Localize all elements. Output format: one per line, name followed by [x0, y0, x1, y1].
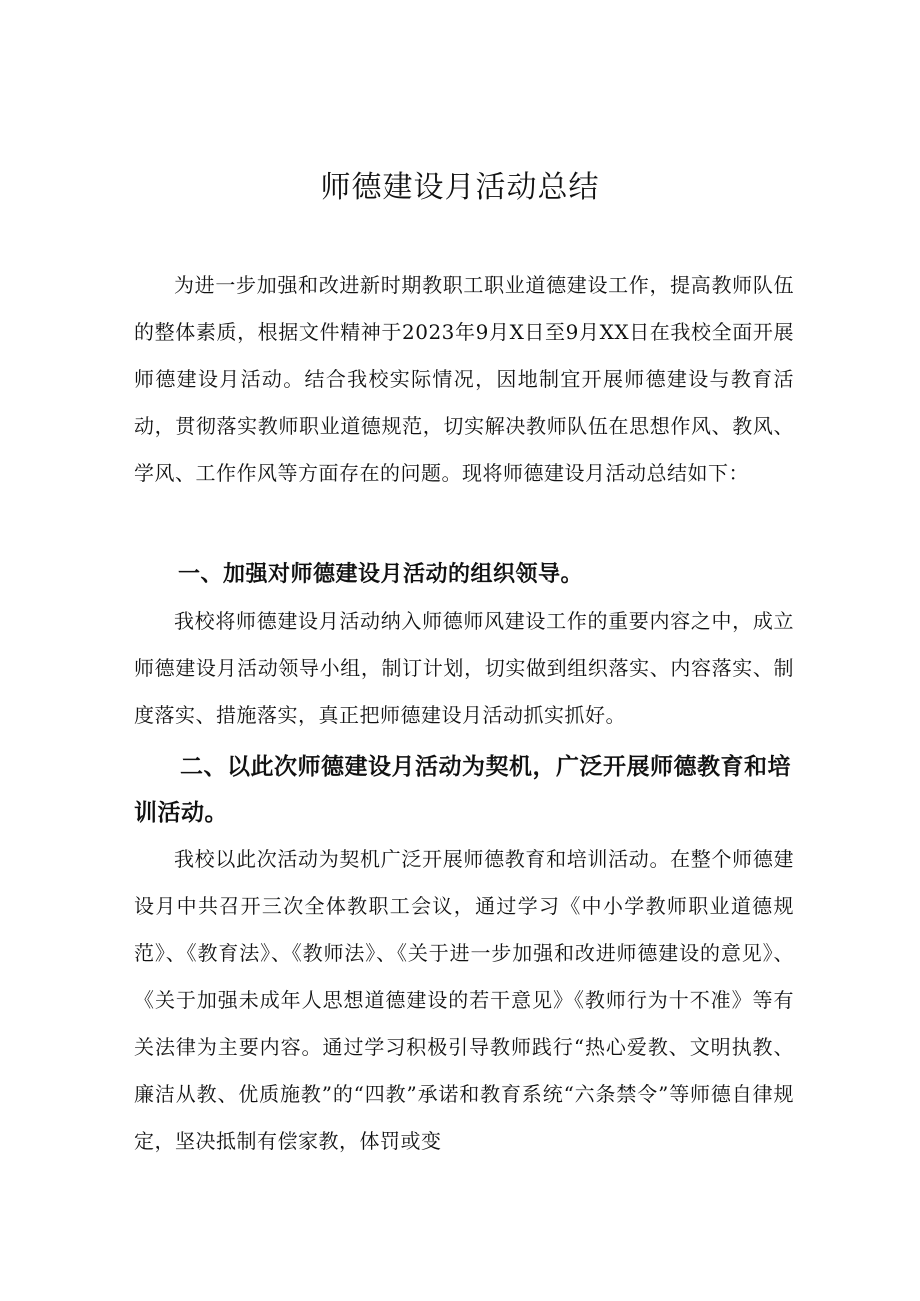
section-heading-1: 一、加强对师德建设月活动的组织领导。 [178, 562, 584, 587]
paragraph-section-1: 我校将师德建设月活动纳入师德师风建设工作的重要内容之中，成立师德建设月活动领导小组，制订计划，切实做到组织落实、内容落实、制度落实、措施落实，真正把师德建设月活动抓实抓好。 [134, 609, 794, 727]
document-title: 师德建设月活动总结 [320, 170, 600, 205]
section-heading-2: 二、以此次师德建设月活动为契机，广泛开展师德教育和培训活动。 [134, 754, 791, 826]
paragraph-intro: 为进一步加强和改进新时期教职工职业道德建设工作，提高教师队伍的整体素质，根据文件精神于2023年9月X日至9月XX日在我校全面开展师德建设月活动。结合我校实际情况，因地制宜开展师德建设与教育活动，贯彻落实教师职业道德规范，切实解决教师队伍在思想作风、教风、学风、工作作风等方面存在的问题。现将师德建设月活动总结如下： [134, 273, 794, 485]
paragraph-section-2: 我校以此次活动为契机广泛开展师德教育和培训活动。在整个师德建设月中共召开三次全体教职工会议，通过学习《中小学教师职业道德规范》、《教育法》、《教师法》、《关于进一步加强和改进师德建设的意见》、《关于加强未成年人思想道德建设的若干意见》《教师行为十不准》等有关法律为主要内容。通过学习积极引导教师践行“热心爱教、文明执教、廉洁从教、优质施教”的“四教”承诺和教育系统“六条禁令”等师德自律规定，坚决抵制有偿家教，体罚或变 [134, 847, 794, 1153]
